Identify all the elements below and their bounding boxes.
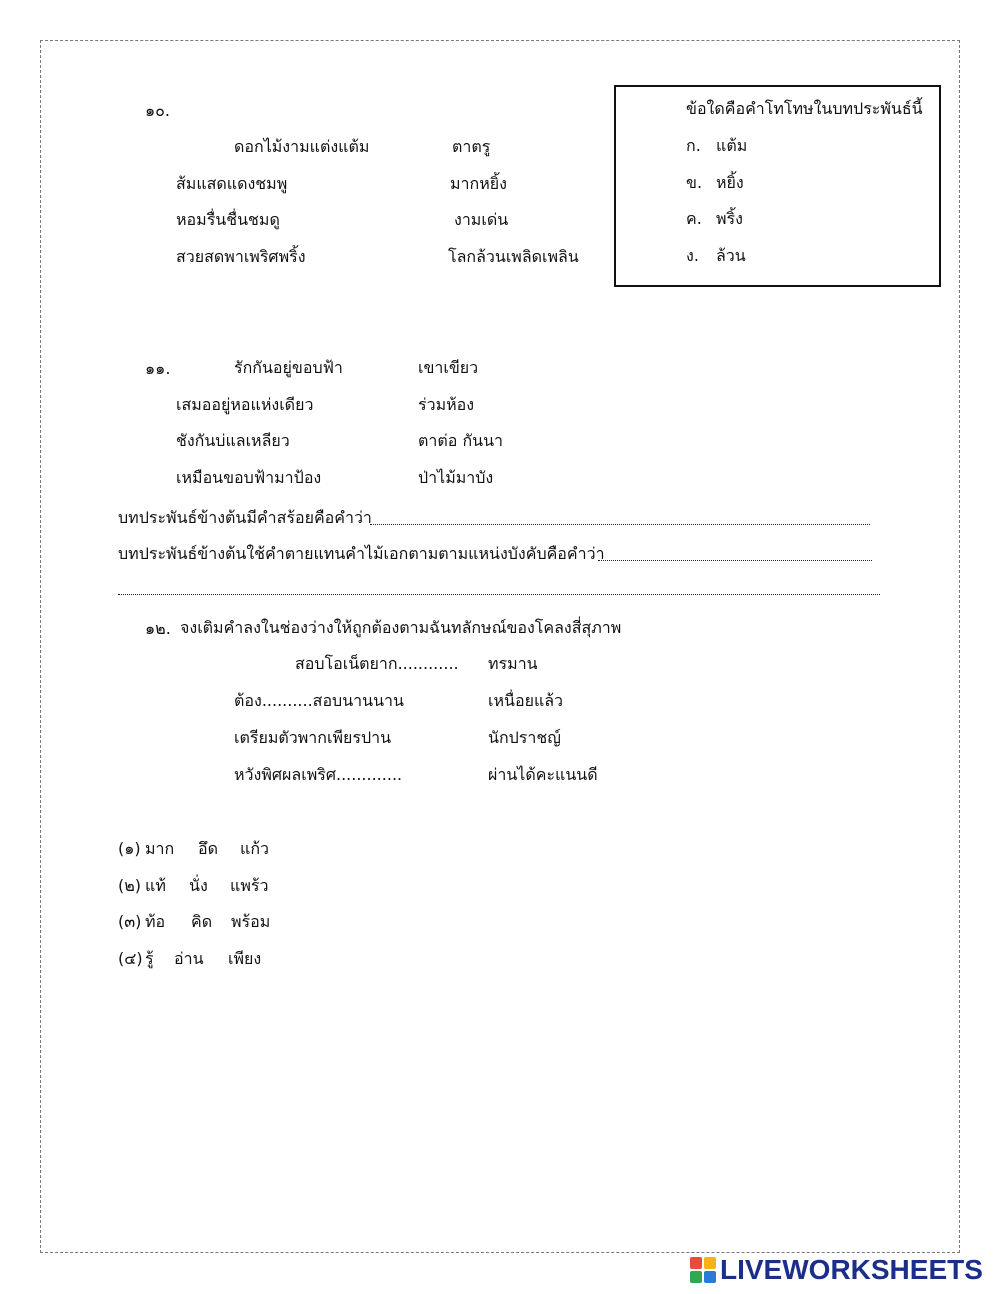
q12-choice-2-word-2: นั่ง	[189, 876, 208, 895]
q12-choice-4-number: (๔)	[118, 949, 143, 968]
q11-poem-line-4-left: เหมือนขอบฟ้ามาป้อง	[176, 468, 322, 487]
q12-choice-3-word-3: พร้อม	[231, 912, 271, 931]
q11-number: ๑๑.	[145, 359, 171, 378]
q11-prompt-1: บทประพันธ์ข้างต้นมีคำสร้อยคือคำว่า	[118, 508, 372, 527]
q10-option-d-key: ง.	[686, 246, 699, 265]
liveworksheets-logo-text: LIVEWORKSHEETS	[720, 1254, 983, 1285]
q10-poem-line-1-right: ตาตรู	[452, 137, 491, 156]
q12-poem-line-1-left: สอบโอเน็ตยาก............	[295, 654, 459, 673]
liveworksheets-logo-icon	[690, 1257, 716, 1283]
q10-poem-line-1-left: ดอกไม้งามแต่งแต้ม	[234, 137, 370, 156]
q11-poem-line-2-left: เสมออยู่หอแห่งเดียว	[176, 395, 314, 414]
q12-choice-4-word-2: อ่าน	[174, 949, 204, 968]
q12-poem-line-4-left: หวังพิศผลเพริศ.............	[234, 765, 403, 784]
q10-option-d-text[interactable]: ล้วน	[716, 246, 746, 265]
q11-poem-line-3-right: ตาต่อ กันนา	[418, 431, 504, 450]
q11-poem-line-3-left: ชังกันบ่แลเหลียว	[176, 431, 290, 450]
q12-choice-3-word-1: ท้อ	[145, 912, 166, 931]
q11-poem-line-1-right: เขาเขียว	[418, 358, 479, 377]
q12-poem-line-3-right: นักปราชญ์	[488, 728, 561, 747]
q10-option-b-key: ข.	[686, 173, 703, 192]
q10-option-b-text[interactable]: หยิ้ง	[716, 173, 744, 192]
q11-poem-line-1-left: รักกันอยู่ขอบฟ้า	[234, 358, 343, 377]
q12-poem-line-2-right: เหนื่อยแล้ว	[488, 691, 564, 710]
q12-poem-line-4-right: ผ่านได้คะแนนดี	[488, 765, 598, 784]
q10-poem-line-3-right: งามเด่น	[454, 210, 509, 229]
q12-poem-line-2-left: ต้อง..........สอบนานนาน	[234, 691, 404, 710]
q10-option-c-text[interactable]: พริ้ง	[716, 209, 743, 228]
q12-poem-line-3-left: เตรียมตัวพากเพียรปาน	[234, 728, 392, 747]
q10-option-a-text[interactable]: แต้ม	[716, 136, 748, 155]
q12-choice-2-word-1: แท้	[145, 876, 166, 895]
q12-choice-2-number: (๒)	[118, 876, 142, 895]
q12-choice-1-word-1: มาก	[145, 839, 175, 858]
q10-option-a-key: ก.	[686, 136, 701, 155]
q11-answer-1-blank[interactable]	[370, 524, 870, 525]
q10-poem-line-4-left: สวยสดพาเพริศพริ้ง	[176, 247, 306, 266]
q10-box-question: ข้อใดคือคำโทโทษในบทประพันธ์นี้	[686, 99, 923, 118]
q12-choice-4-word-1: รู้	[145, 949, 154, 968]
q11-poem-line-2-right: ร่วมห้อง	[418, 395, 475, 414]
q10-poem-line-4-right: โลกล้วนเพลิดเพลิน	[448, 247, 579, 266]
q12-choice-1-word-2: อึด	[198, 839, 218, 858]
q12-instruction: จงเติมคำลงในช่องว่างให้ถูกต้องตามฉันทลักษณ์ของโคลงสี่สุภาพ	[180, 618, 622, 637]
q11-prompt-2: บทประพันธ์ข้างต้นใช้คำตายแทนคำไม้เอกตามตามแหน่งบังคับคือคำว่า	[118, 544, 605, 563]
q12-poem-line-1-right: ทรมาน	[488, 654, 538, 673]
q10-poem-line-2-right: มากหยิ้ง	[450, 174, 507, 193]
q12-choice-1-number: (๑)	[118, 839, 141, 858]
q11-answer-2-blank-continued[interactable]	[118, 594, 880, 595]
q12-choice-3-number: (๓)	[118, 912, 142, 931]
q10-poem-line-2-left: ส้มแสดแดงชมพู	[176, 174, 288, 193]
q11-answer-2-blank[interactable]	[598, 560, 872, 561]
q11-poem-line-4-right: ป่าไม้มาบัง	[418, 468, 494, 487]
q10-number: ๑๐.	[145, 101, 171, 120]
q12-choice-1-word-3: แก้ว	[240, 839, 269, 858]
q12-choice-3-word-2: คิด	[191, 912, 213, 931]
q12-choice-4-word-3: เพียง	[228, 949, 262, 968]
q12-choice-2-word-3: แพร้ว	[230, 876, 269, 895]
q10-option-c-key: ค.	[686, 209, 702, 228]
liveworksheets-logo	[690, 1254, 983, 1286]
q10-poem-line-3-left: หอมรื่นชื่นชมดู	[176, 210, 280, 229]
q12-number: ๑๒.	[145, 619, 171, 638]
